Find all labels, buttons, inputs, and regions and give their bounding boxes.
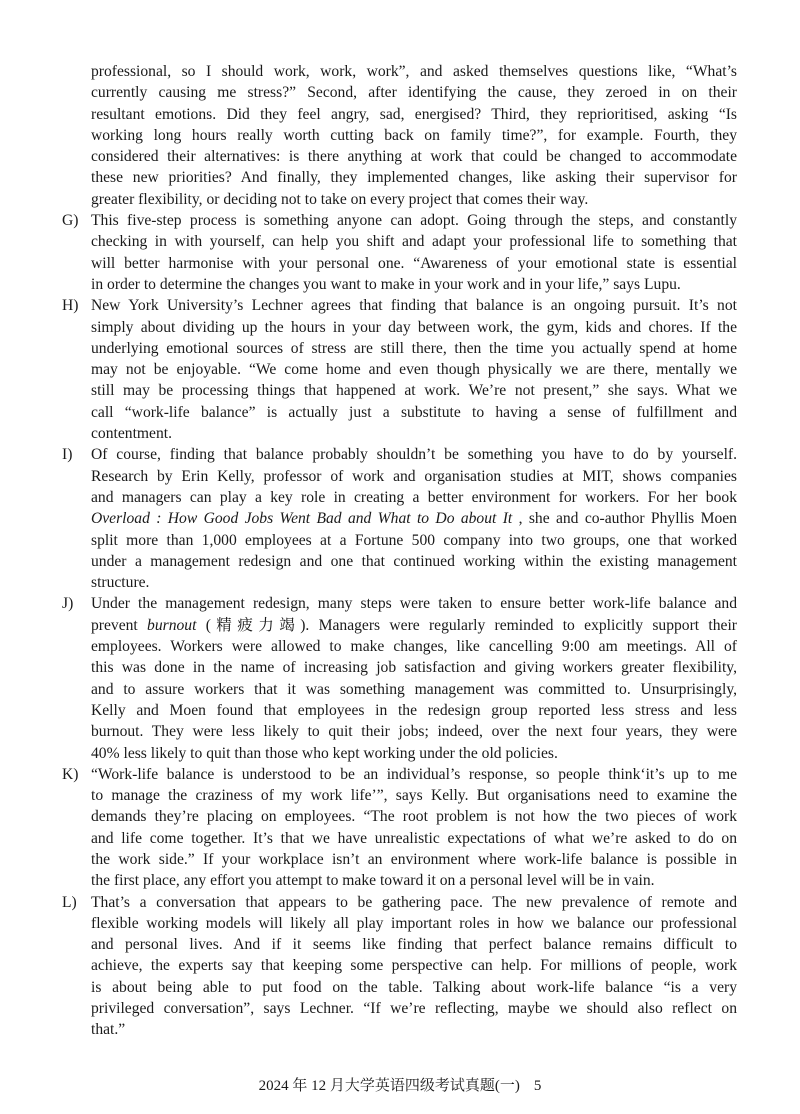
text-line: demands they’re placing on employees. “The root problem is not how the two pieces of work — [91, 808, 737, 826]
paragraph-label: J) — [62, 595, 74, 613]
text-line: under a management redesign and one that continued working within the existing management — [91, 552, 737, 570]
text-line: 40% less likely to quit than those who kept working under the old policies. — [91, 744, 558, 762]
text-line: working long hours really worth cutting back on family time?”, for example. Fourth, they — [91, 126, 737, 144]
text-line: in order to determine the changes you want to make in your work and in your life,” says Lupu. — [91, 275, 681, 293]
text-line: call “work-life balance” is actually just a substitute to having a sense of fulfillment and — [91, 403, 737, 421]
page-number: 5 — [533, 1078, 542, 1094]
paragraph-label: L) — [62, 893, 77, 911]
text-line: is about being able to put food on the table. Talking about work-life balance “is a very — [91, 978, 737, 996]
text-line: and managers can play a key role in creating a better environment for workers. For her book — [91, 488, 737, 506]
text-line: split more than 1,000 employees at a Fortune 500 company into two groups, one that worked — [91, 531, 737, 549]
text-line: Under the management redesign, many steps were taken to ensure better work-life balance and — [91, 595, 737, 613]
document-body — [62, 61, 737, 1041]
paragraph-i — [62, 444, 737, 593]
paragraph-k — [62, 764, 737, 892]
text-line: privileged conversation”, says Lechner. “If we’re reflecting, maybe we should also reflect on — [91, 1000, 737, 1018]
text-line: to manage the craziness of my work life’”, says Kelly. But organisations need to examine the — [91, 787, 737, 805]
text-line: contentment. — [91, 425, 172, 443]
text-line: this was done in the name of increasing job satisfaction and giving workers greater flexibility, — [91, 659, 737, 677]
text-line: Kelly and Moen found that employees in the redesign group reported less stress and less — [91, 701, 737, 719]
paragraph-label: H) — [62, 297, 79, 315]
text-line: the work side.” If your workplace isn’t an environment where work-life balance is possible in — [91, 850, 737, 868]
text-line: Research by Erin Kelly, professor of work and organisation studies at MIT, shows companies — [91, 467, 737, 485]
text-segment: , she and co-author Phyllis Moen — [512, 510, 737, 528]
text-line: New York University’s Lechner agrees that finding that balance is an ongoing pursuit. It’s not — [91, 297, 737, 315]
paragraph-l — [62, 892, 737, 1041]
text-line: That’s a conversation that appears to be gathering pace. The new prevalence of remote and — [91, 893, 737, 911]
paragraph-continued — [62, 61, 737, 210]
text-line: and life come together. It’s that we have unrealistic expectations of what we’re asked to do on — [91, 829, 737, 847]
text-line: flexible working models will likely all play important roles in how we balance our professional — [91, 914, 737, 932]
text-segment: (精疲力竭). Managers were regularly reminded to explicitly support their — [196, 616, 737, 634]
text-line — [91, 615, 737, 636]
paragraph-label: G) — [62, 212, 79, 230]
text-line: simply about dividing up the hours in your day between work, the gym, kids and chores. If the — [91, 318, 737, 336]
text-line: these new priorities? And finally, they implemented changes, like asking their supervisor for — [91, 169, 737, 187]
text-line: professional, so I should work, work, work”, and asked themselves questions like, “What’s — [91, 63, 737, 80]
text-line: “Work-life balance is understood to be an individual’s response, so people think‘it’s up to me — [91, 765, 737, 783]
text-line: structure. — [91, 574, 150, 592]
text-line: Of course, finding that balance probably shouldn’t be something you have to do by yourself. — [91, 446, 737, 464]
text-line: still may be processing things that happened at work. We’re not present,” she says. What we — [91, 382, 737, 400]
text-line: and personal lives. And if it seems like finding that perfect balance remains difficult to — [91, 936, 737, 954]
italic-text: Overload : How Good Jobs Went Bad and What to Do about It — [91, 510, 513, 528]
text-line: employees. Workers were allowed to make changes, like cancelling 9:00 am meetings. All of — [91, 638, 737, 656]
page-footer — [0, 1074, 800, 1095]
text-line: burnout. They were less likely to quit their jobs; indeed, over the next four years, they were — [91, 723, 737, 741]
text-line: will better harmonise with your personal one. “Awareness of your emotional state is essential — [91, 254, 737, 272]
paragraph-h — [62, 295, 737, 444]
text-line: considered their alternatives: is there anything at work that could be changed to accommodate — [91, 148, 737, 166]
text-line: may not be enjoyable. “We come home and even though physically we are there, mentally we — [91, 361, 737, 379]
italic-text: burnout — [147, 616, 197, 634]
text-line: currently causing me stress?” Second, after identifying the cause, they zeroed in on their — [91, 84, 737, 102]
paragraph-g — [62, 210, 737, 295]
text-line: the first place, any effort you attempt to make toward it on a personal level will be in vain. — [91, 872, 655, 890]
text-line: underlying emotional sources of stress are still there, then the time you actually spend at home — [91, 339, 737, 357]
text-line — [91, 508, 737, 529]
text-segment: prevent — [91, 616, 148, 634]
text-line: and to assure workers that it was something management was committed to. Unsurprisingly, — [91, 680, 737, 698]
paragraph-j — [62, 593, 737, 763]
paragraph-label: I) — [62, 446, 73, 464]
text-line: that.” — [91, 1021, 126, 1039]
text-line: This five-step process is something anyone can adopt. Going through the steps, and constantly — [91, 212, 737, 230]
footer-title: 2024 年 12 月大学英语四级考试真题(一) — [258, 1078, 520, 1094]
paragraph-label: K) — [62, 765, 79, 783]
text-line: resultant emotions. Did they feel angry, sad, energised? Third, they reprioritised, asking “Is — [91, 105, 737, 123]
text-line: achieve, the experts say that keeping some perspective can help. For millions of people, work — [91, 957, 737, 975]
text-line: checking in with yourself, can help you shift and adapt your professional life to something that — [91, 233, 737, 251]
text-line: greater flexibility, or deciding not to take on every project that comes their way. — [91, 190, 589, 208]
